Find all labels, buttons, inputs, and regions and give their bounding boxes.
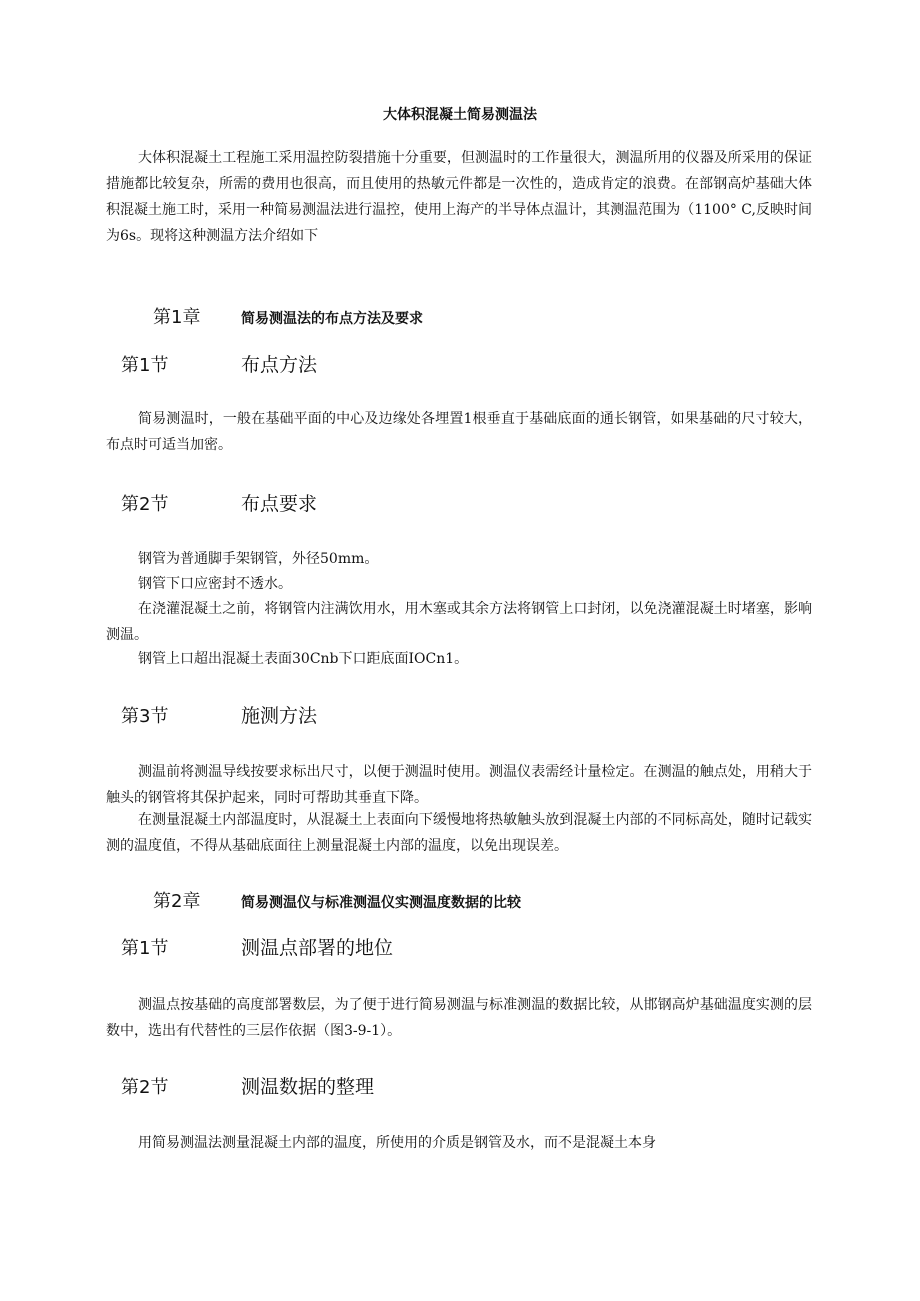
document-title: 大体积混凝土简易测温法 [383,107,537,123]
section-title: 施测方法 [241,705,318,727]
section-1-1-heading [121,350,317,380]
chapter-2-heading [153,887,521,917]
section-number: 第3节 [121,706,169,727]
requirement-line: 钢管上口超出混凝土表面30Cnb下口距底面IOCn1。 [138,651,469,667]
section-1-2-heading [121,489,317,519]
section-1-1-paragraph: 简易测温时，一般在基础平面的中心及边缘处各埋置1根垂直于基础底面的通长钢管，如果基础的尺寸较大，布点时可适当加密。 [106,411,812,453]
chapter-number: 第1章 [153,307,201,328]
requirement-paragraph: 在浇灌混凝土之前，将钢管内注满饮用水，用木塞或其余方法将钢管上口封闭，以免浇灌混凝土时堵塞，影响测温。 [106,601,812,643]
chapter-title: 简易测温法的布点方法及要求 [241,311,423,327]
chapter-title: 简易测温仪与标准测温仪实测温度数据的比较 [241,895,521,911]
section-title: 测温数据的整理 [241,1076,375,1098]
section-title: 测温点部署的地位 [241,937,394,959]
section-1-3-heading [121,701,317,731]
section-title: 布点方法 [241,354,318,376]
section-number: 第1节 [121,938,169,959]
section-2-2-heading [121,1072,374,1102]
intro-paragraph: 大体积混凝土工程施工采用温控防裂措施十分重要，但测温时的工作量很大，测温所用的仪器及所采用的保证措施都比较复杂，所需的费用也很高，而且使用的热敏元件都是一次性的，造成肯定的浪费。在部钢高炉基础大体积混凝土施工时，采用一种简易测温法进行温控，使用上海产的半导体点温计，其测温范围为（1100° C,反映时间为6s。现将这种测温方法介绍如下 [106,150,812,244]
section-2-2-paragraph: 用简易测温法测量混凝土内部的温度，所使用的介质是钢管及水，而不是混凝土本身 [138,1135,656,1151]
section-1-3-paragraph-2: 在测量混凝土内部温度时，从混凝土上表面向下缓慢地将热敏触头放到混凝土内部的不同标高处，随时记载实测的温度值，不得从基础底面往上测量混凝土内部的温度，以免出现误差。 [106,812,812,854]
section-title: 布点要求 [241,493,318,515]
section-number: 第1节 [121,355,169,376]
section-number: 第2节 [121,494,169,515]
section-number: 第2节 [121,1077,169,1098]
chapter-number: 第2章 [153,891,201,912]
section-2-1-paragraph: 测温点按基础的高度部署数层，为了便于进行简易测温与标准测温的数据比较，从邯钢高炉基础温度实测的层数中，选出有代替性的三层作依据（图3-9-1）。 [106,997,812,1039]
section-2-1-heading [121,933,393,963]
requirement-line: 钢管下口应密封不透水。 [138,576,292,592]
requirement-line: 钢管为普通脚手架钢管，外径50mm。 [138,551,379,567]
chapter-1-heading [153,303,423,333]
section-1-3-paragraph-1: 测温前将测温导线按要求标出尺寸，以便于测温时使用。测温仪表需经计量检定。在测温的触点处，用稍大于触头的钢管将其保护起来，同时可帮助其垂直下降。 [106,764,812,806]
